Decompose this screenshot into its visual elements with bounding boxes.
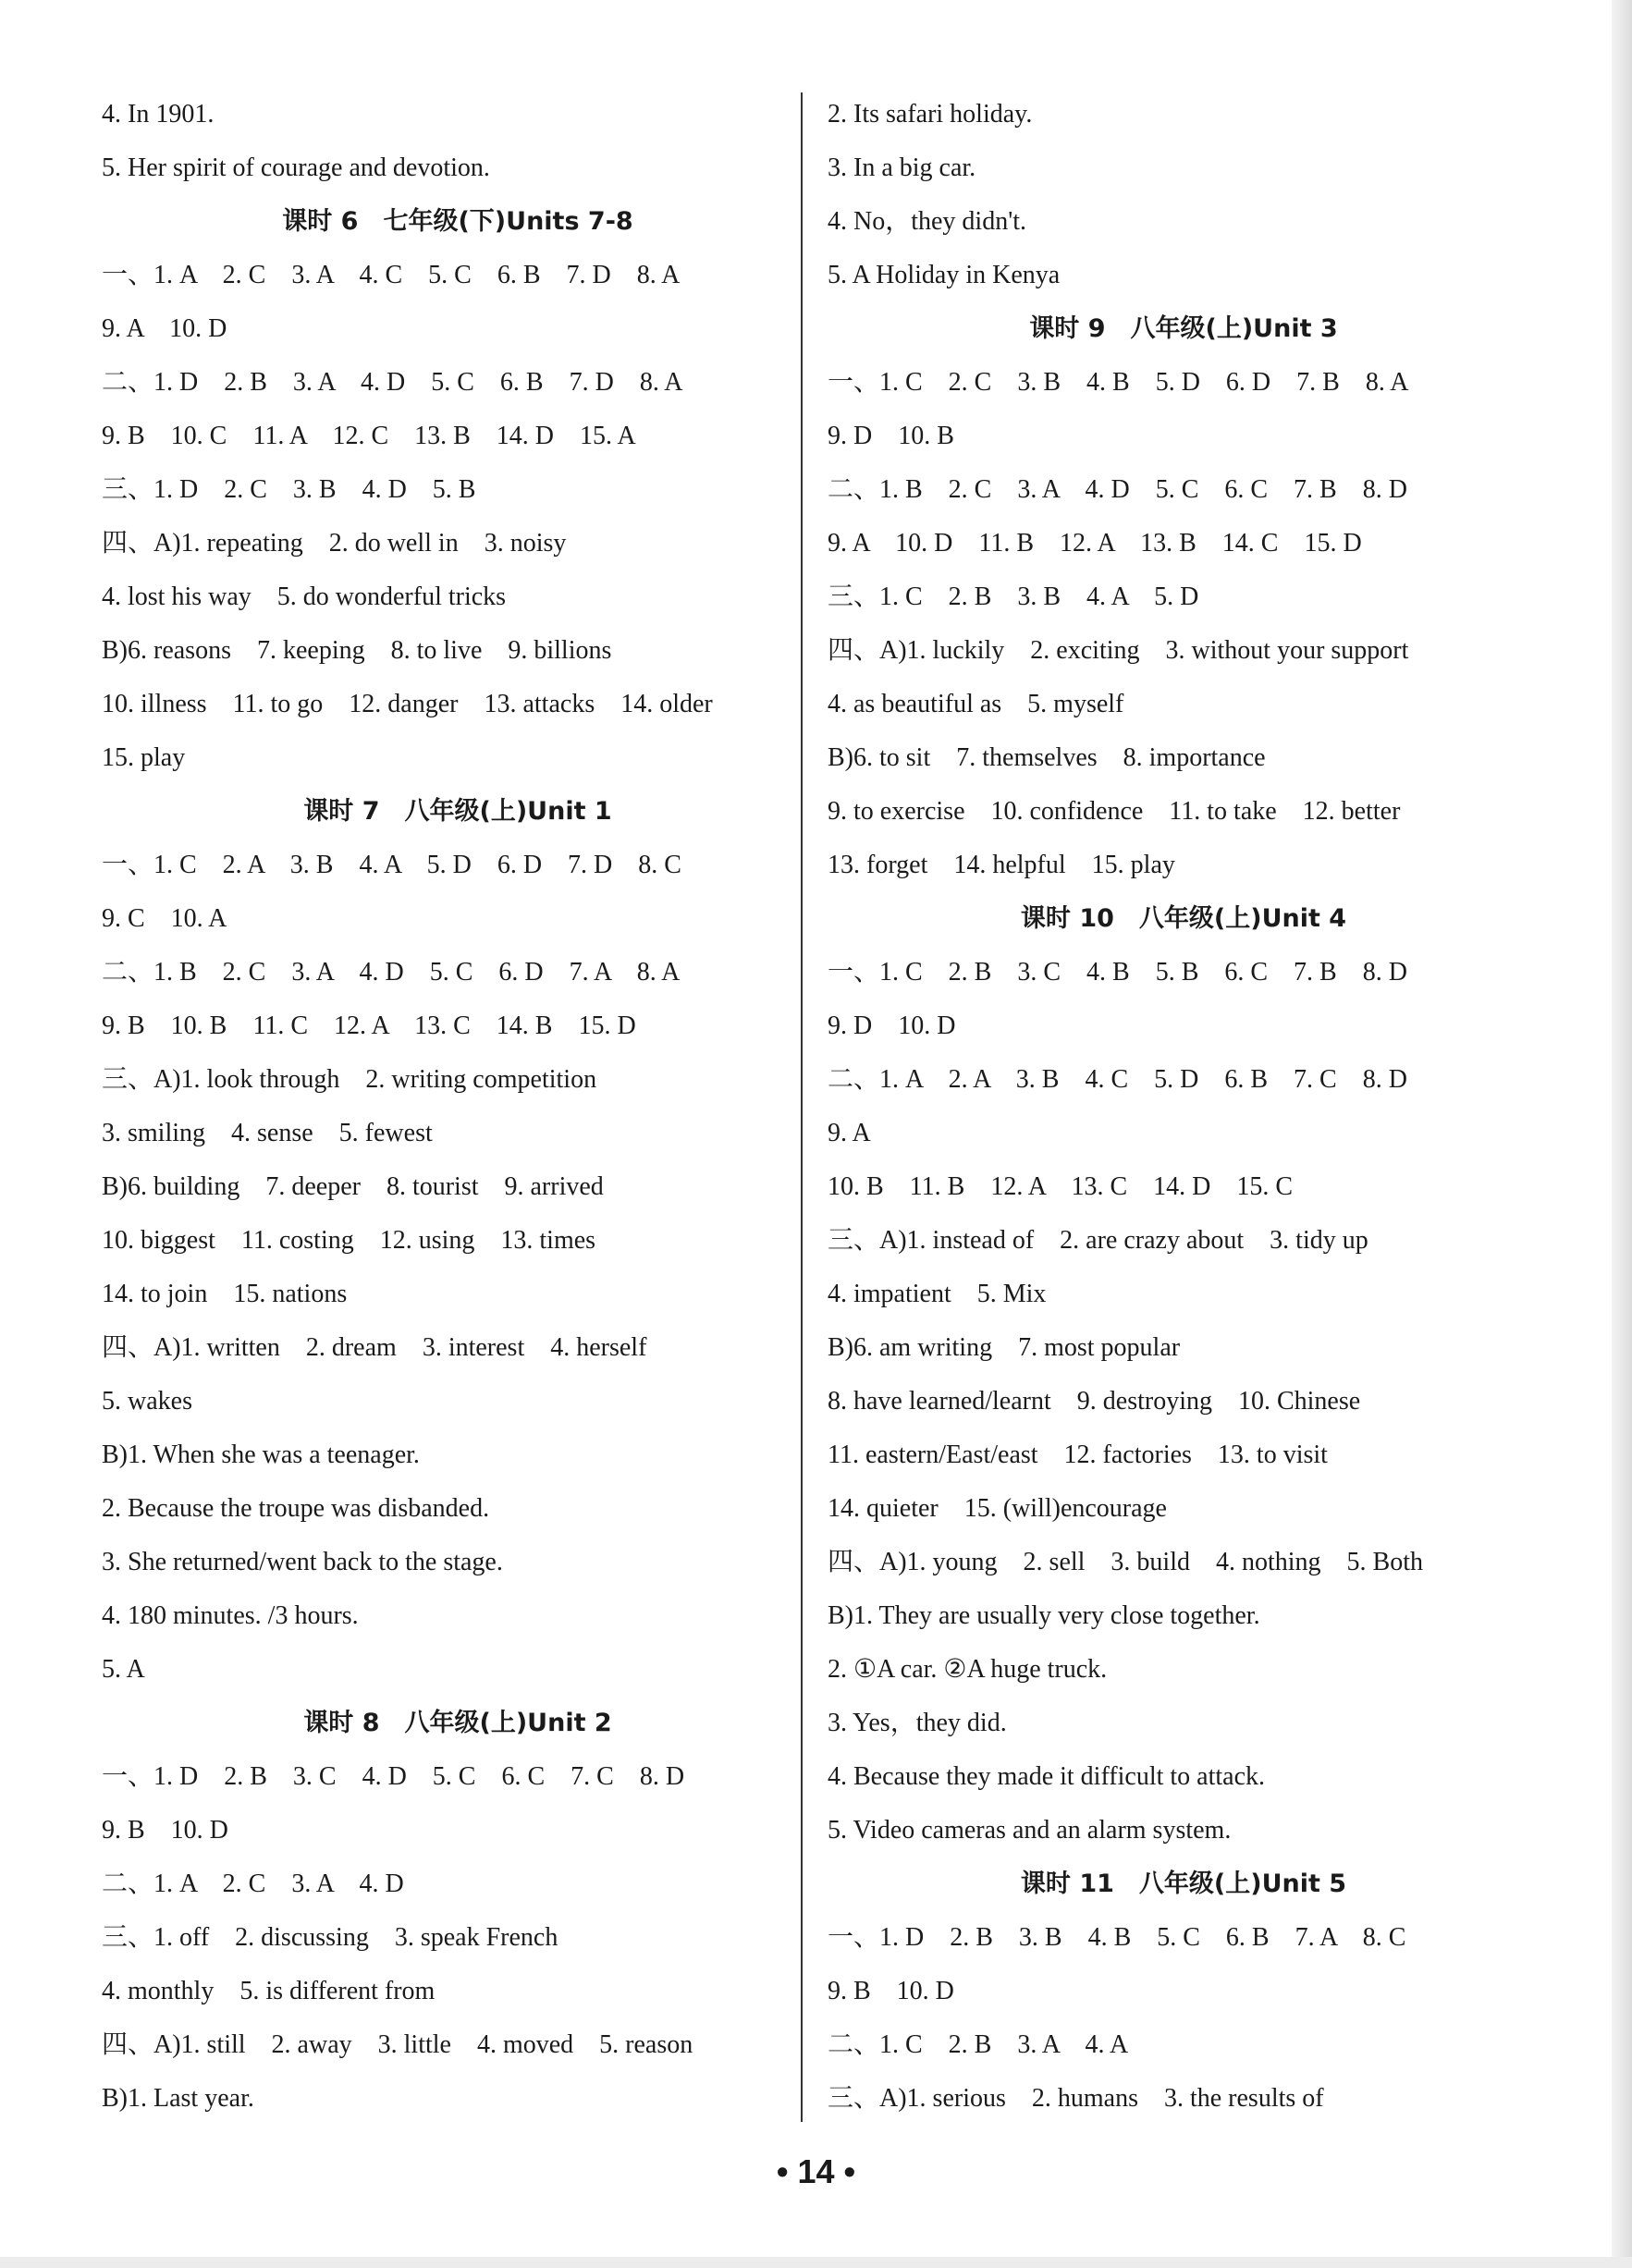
answer-line: 2. Because the troupe was disbanded. [102, 1494, 490, 1523]
answer-line: 9. D 10. B [828, 422, 954, 450]
answer-line: 9. A [828, 1119, 871, 1147]
answer-line: 9. D 10. D [828, 1011, 956, 1040]
answer-line: 8. have learned/learnt 9. destroying 10. Chinese [828, 1387, 1361, 1416]
answer-line: 3. smiling 4. sense 5. fewest [102, 1119, 433, 1147]
answer-line: 10. biggest 11. costing 12. using 13. times [102, 1226, 596, 1255]
answer-line: 二、1. B 2. C 3. A 4. D 5. C 6. C 7. B 8. D [828, 475, 1407, 504]
answer-line: 一、1. A 2. C 3. A 4. C 5. C 6. B 7. D 8. A [102, 261, 681, 289]
scan-bottom-edge [0, 2257, 1632, 2268]
answer-line: 三、1. C 2. B 3. B 4. A 5. D [828, 582, 1199, 611]
answer-line: 5. A [102, 1655, 145, 1684]
answer-line: 4. No，they didn't. [828, 207, 1027, 236]
answer-line: 11. eastern/East/east 12. factories 13. to visit [828, 1440, 1328, 1469]
answer-line: 4. impatient 5. Mix [828, 1280, 1047, 1308]
section-heading: 课时 9 八年级(上)Unit 3 [1029, 314, 1338, 343]
answer-line: 2. Its safari holiday. [828, 100, 1033, 129]
answer-line: 9. A 10. D 11. B 12. A 13. B 14. C 15. D [828, 529, 1362, 558]
section-heading: 课时 7 八年级(上)Unit 1 [303, 797, 612, 826]
answer-line: 三、A)1. serious 2. humans 3. the results of [828, 2084, 1324, 2113]
answer-line: 13. forget 14. helpful 15. play [828, 851, 1175, 879]
answer-line: 三、A)1. look through 2. writing competition [102, 1065, 597, 1094]
section-heading: 课时 6 七年级(下)Units 7-8 [282, 207, 633, 236]
answer-line: 3. She returned/went back to the stage. [102, 1548, 503, 1576]
answer-line: 5. A Holiday in Kenya [828, 261, 1061, 289]
answer-line: 一、1. C 2. C 3. B 4. B 5. D 6. D 7. B 8. A [828, 368, 1409, 397]
answer-line: 一、1. C 2. B 3. C 4. B 5. B 6. C 7. B 8. D [828, 958, 1407, 987]
answer-line: B)1. When she was a teenager. [102, 1440, 420, 1469]
answer-line: 四、A)1. written 2. dream 3. interest 4. herself [102, 1333, 647, 1362]
answer-line: 4. lost his way 5. do wonderful tricks [102, 582, 507, 611]
answer-line: 4. 180 minutes. /3 hours. [102, 1601, 359, 1630]
answer-line: 二、1. B 2. C 3. A 4. D 5. C 6. D 7. A 8. A [102, 958, 681, 987]
section-heading: 课时 8 八年级(上)Unit 2 [303, 1709, 612, 1737]
answer-line: 二、1. A 2. C 3. A 4. D [102, 1870, 404, 1898]
answer-line: B)6. am writing 7. most popular [828, 1333, 1181, 1362]
answer-line: 14. to join 15. nations [102, 1280, 348, 1308]
answer-line: 4. In 1901. [102, 100, 215, 129]
answer-line: 2. ①A car. ②A huge truck. [828, 1655, 1108, 1684]
section-heading: 课时 11 八年级(上)Unit 5 [1020, 1870, 1347, 1898]
answer-line: 9. B 10. D [828, 1977, 954, 2005]
answer-line: 4. as beautiful as 5. myself [828, 690, 1124, 718]
answer-line: 9. A 10. D [102, 314, 227, 343]
answer-line: B)1. Last year. [102, 2084, 254, 2113]
answer-line: 一、1. C 2. A 3. B 4. A 5. D 6. D 7. D 8. C [102, 851, 681, 879]
answer-line: 3. Yes，they did. [828, 1709, 1007, 1737]
answer-line: 9. B 10. D [102, 1816, 228, 1845]
answer-line: 4. Because they made it difficult to attack. [828, 1762, 1265, 1791]
answer-line: 一、1. D 2. B 3. B 4. B 5. C 6. B 7. A 8. C [828, 1923, 1406, 1952]
answer-line: 15. play [102, 743, 186, 772]
answer-line: 5. Video cameras and an alarm system. [828, 1816, 1232, 1845]
section-heading: 课时 10 八年级(上)Unit 4 [1020, 904, 1347, 933]
answer-line: 5. Her spirit of courage and devotion. [102, 153, 490, 182]
answer-line: 10. illness 11. to go 12. danger 13. attacks 14. older [102, 690, 713, 718]
answer-line: 二、1. D 2. B 3. A 4. D 5. C 6. B 7. D 8. A [102, 368, 683, 397]
answer-line: 三、1. off 2. discussing 3. speak French [102, 1923, 558, 1952]
answer-line: B)6. to sit 7. themselves 8. importance [828, 743, 1266, 772]
answer-line: 4. monthly 5. is different from [102, 1977, 436, 2005]
answer-line: 5. wakes [102, 1387, 192, 1416]
scan-edge-shadow [1612, 0, 1632, 2268]
answer-line: B)6. building 7. deeper 8. tourist 9. arrived [102, 1172, 604, 1201]
left-column [102, 88, 814, 2126]
answer-line: 10. B 11. B 12. A 13. C 14. D 15. C [828, 1172, 1294, 1201]
answer-line: 一、1. D 2. B 3. C 4. D 5. C 6. C 7. C 8. D [102, 1762, 685, 1791]
answer-line: 二、1. A 2. A 3. B 4. C 5. D 6. B 7. C 8. D [828, 1065, 1407, 1094]
answer-line: 9. C 10. A [102, 904, 227, 933]
answer-line: 9. to exercise 10. confidence 11. to take 12. better [828, 797, 1401, 826]
right-column [828, 88, 1540, 2126]
answer-line: 三、1. D 2. C 3. B 4. D 5. B [102, 475, 476, 504]
answer-line: 四、A)1. young 2. sell 3. build 4. nothing 5. Both [828, 1548, 1424, 1576]
answer-line: 9. B 10. B 11. C 12. A 13. C 14. B 15. D [102, 1011, 636, 1040]
answer-line: 四、A)1. still 2. away 3. little 4. moved 5. reason [102, 2030, 693, 2059]
answer-line: B)6. reasons 7. keeping 8. to live 9. billions [102, 636, 612, 665]
page-number: • 14 • [776, 2152, 856, 2190]
answer-line: B)1. They are usually very close together. [828, 1601, 1260, 1630]
answer-line: 四、A)1. luckily 2. exciting 3. without your support [828, 636, 1409, 665]
answer-line: 二、1. C 2. B 3. A 4. A [828, 2030, 1129, 2059]
answer-line: 四、A)1. repeating 2. do well in 3. noisy [102, 529, 567, 558]
answer-line: 14. quieter 15. (will)encourage [828, 1494, 1167, 1523]
answer-line: 3. In a big car. [828, 153, 976, 182]
column-divider [801, 92, 803, 2122]
answer-line: 9. B 10. C 11. A 12. C 13. B 14. D 15. A [102, 422, 636, 450]
answer-line: 三、A)1. instead of 2. are crazy about 3. tidy up [828, 1226, 1368, 1255]
